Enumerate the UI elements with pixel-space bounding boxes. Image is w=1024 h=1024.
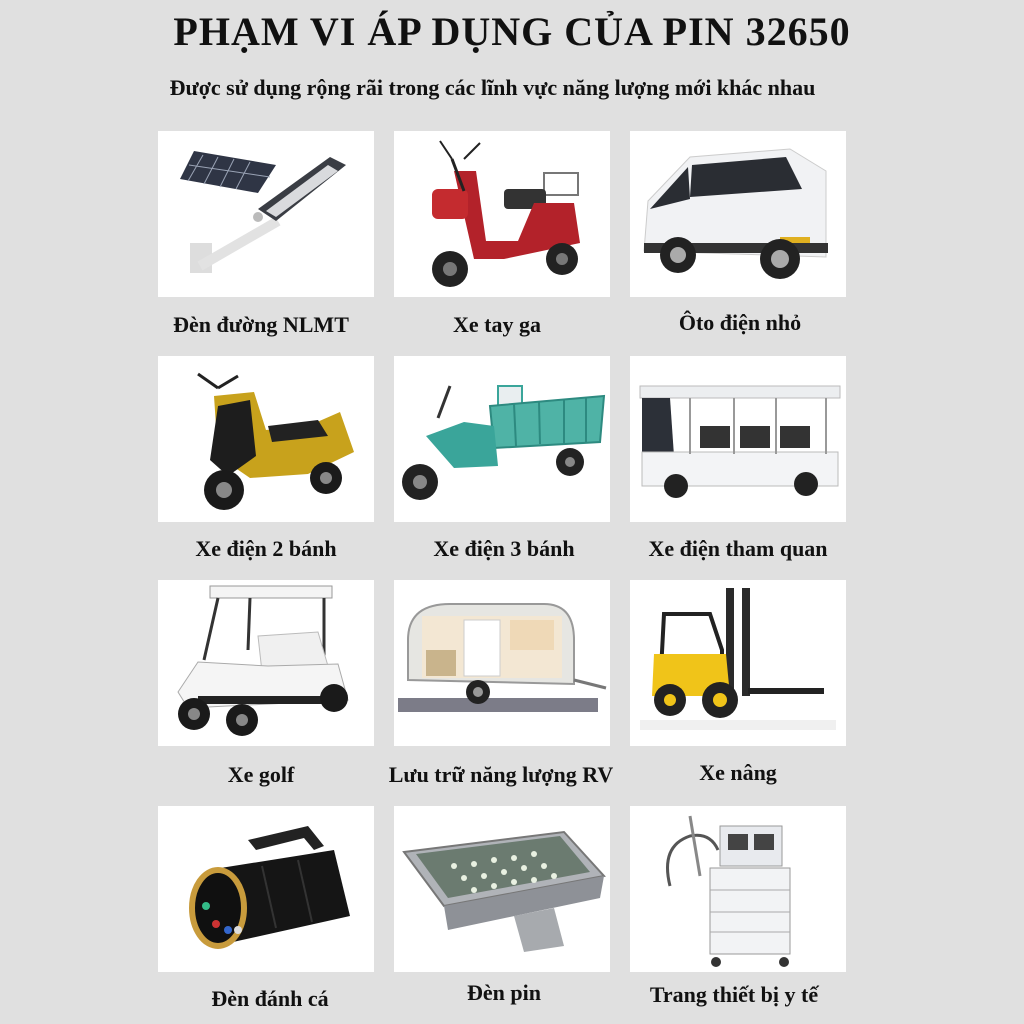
page-subtitle: Được sử dụng rộng rãi trong các lĩnh vực năng lượng mới khác nhau: [169, 75, 816, 100]
item-label-1: Đèn đường NLMT: [173, 312, 349, 337]
golf-cart-image: [158, 580, 374, 746]
rv-trailer-image: [394, 580, 610, 746]
electric-motorbike-image: [158, 356, 374, 522]
page-title: PHẠM VI ÁP DỤNG CỦA PIN 32650: [173, 9, 851, 54]
cargo-tricycle-image: [394, 356, 610, 522]
forklift-image: [630, 580, 846, 746]
item-label-7: Xe golf: [227, 762, 295, 787]
item-label-12: Trang thiết bị y tế: [649, 982, 819, 1007]
floodlight-image: [394, 806, 610, 972]
item-label-3: Ôto điện nhỏ: [678, 310, 802, 335]
small-electric-car-image: [630, 131, 846, 297]
item-label-9: Xe nâng: [699, 760, 777, 785]
item-label-10: Đèn đánh cá: [211, 986, 329, 1011]
fishing-lamp-image: [158, 806, 374, 972]
sightseeing-cart-image: [630, 356, 846, 522]
item-label-4: Xe điện 2 bánh: [195, 536, 337, 561]
solar-street-light-image: [158, 131, 374, 297]
item-label-8: Lưu trữ năng lượng RV: [388, 762, 614, 787]
item-label-2: Xe tay ga: [453, 312, 541, 337]
medical-equipment-image: [630, 806, 846, 972]
scooter-tricycle-image: [394, 131, 610, 297]
item-label-6: Xe điện tham quan: [648, 536, 828, 561]
item-label-11: Đèn pin: [467, 980, 541, 1005]
item-label-5: Xe điện 3 bánh: [433, 536, 575, 561]
